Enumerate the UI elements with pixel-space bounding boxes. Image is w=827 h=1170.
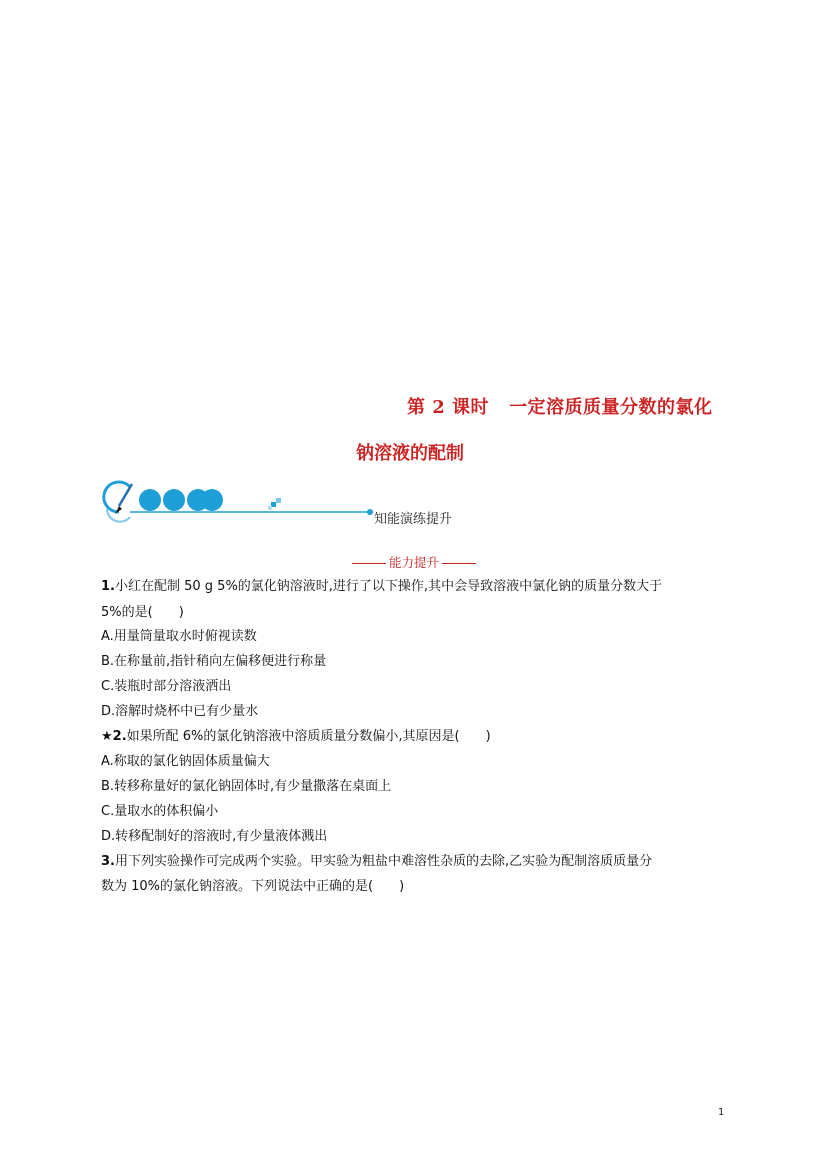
lesson-title-line1 <box>407 393 713 419</box>
question-1-option-a: A.用量筒量取水时俯视读数 <box>101 629 257 644</box>
small-squares-icon <box>268 498 281 510</box>
question-1-option-c: C.装瓶时部分溶液洒出 <box>101 679 232 694</box>
question-2-option-a: A.称取的氯化钠固体质量偏大 <box>101 754 270 769</box>
question-1-option-d: D.溶解时烧杯中已有少量水 <box>101 704 259 719</box>
question-2-option-b: B.转移称量好的氯化钠固体时,有少量撒落在桌面上 <box>101 779 392 794</box>
lesson-title-line2: 钠溶液的配制 <box>356 443 464 464</box>
question-1-stem: 1.小红在配制 50 g 5%的氯化钠溶液时,进行了以下操作,其中会导致溶液中氯化钠的质量分数大于 <box>101 579 663 594</box>
question-3-stem-cont: 数为 10%的氯化钠溶液。下列说法中正确的是( ) <box>101 879 405 894</box>
lesson-topic: 一定溶质质量分数的氯化 <box>509 397 713 418</box>
section-heading: 能力提升 <box>346 553 482 571</box>
banner-dots-icon <box>139 489 223 511</box>
question-1-stem-cont: 5%的是( ) <box>101 605 184 620</box>
question-2-stem: ★2.如果所配 6%的氯化钠溶液中溶质质量分数偏小,其原因是( ) <box>101 729 491 744</box>
page-number: 1 <box>718 1107 725 1118</box>
question-3-stem: 3.用下列实验操作可完成两个实验。甲实验为粗盐中难溶性杂质的去除,乙实验为配制溶质质量分 <box>101 854 653 869</box>
question-2-option-c: C.量取水的体积偏小 <box>101 804 219 819</box>
question-2-option-d: D.转移配制好的溶液时,有少量液体溅出 <box>101 829 328 844</box>
banner-label: 知能演练提升 <box>374 512 453 527</box>
lesson-number: 第 2 课时 <box>407 397 490 418</box>
banner-line-end-dot <box>367 509 373 515</box>
question-1-option-b: B.在称量前,指针稍向左偏移便进行称量 <box>101 654 327 669</box>
brush-logo-icon <box>104 482 132 522</box>
